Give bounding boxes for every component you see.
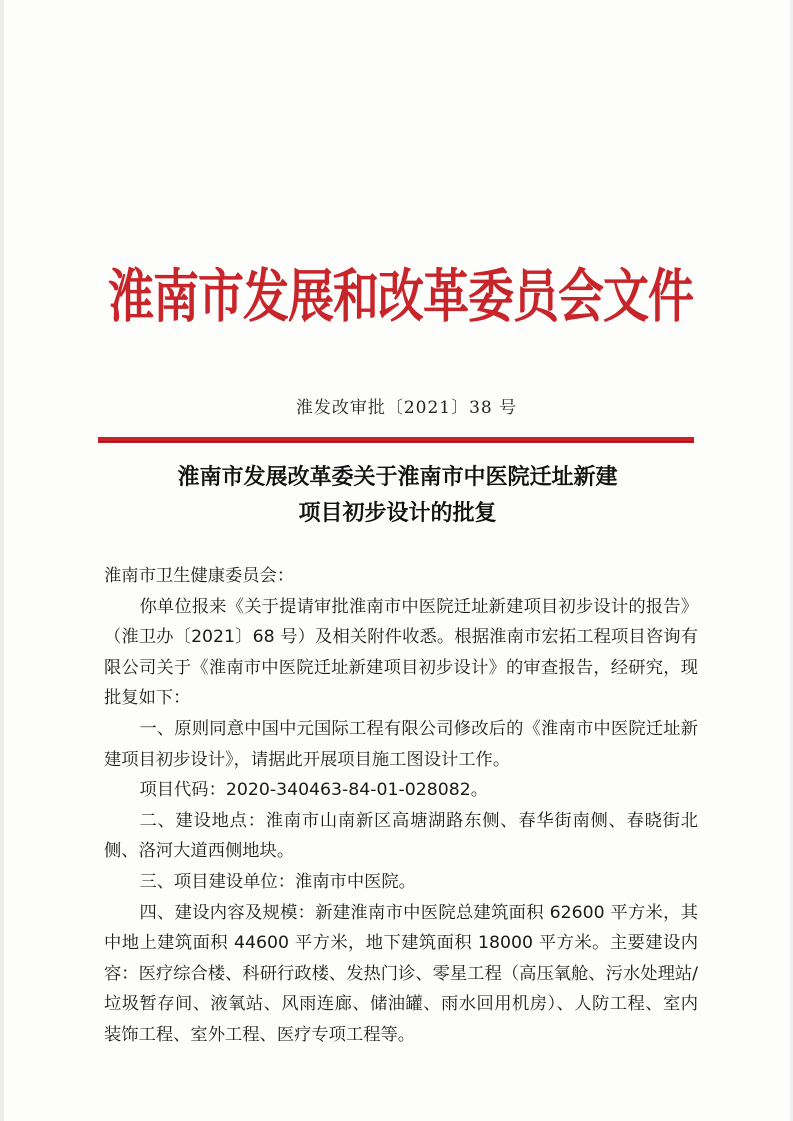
red-separator-line-shade xyxy=(98,441,694,442)
paragraph-item-2: 二、建设地点：淮南市山南新区高塘湖路东侧、春华街南侧、春晓街北侧、洛河大道西侧地块。 xyxy=(104,810,698,862)
masthead-title: 淮南市发展和改革委员会文件 xyxy=(108,262,693,330)
addressee: 淮南市卫生健康委员会： xyxy=(104,566,295,586)
document-title xyxy=(100,459,695,531)
paragraph-intro: 你单位报来《关于提请审批淮南市中医院迁址新建项目初步设计的报告》（淮卫办〔2021〕68 号）及相关附件收悉。根据淮南市宏拓工程项目咨询有限公司关于《淮南市中医院迁址新建项目初步设计》的审查报告，经研究，现批复如下： xyxy=(104,596,698,709)
paragraph-item-1: 一、原则同意中国中元国际工程有限公司修改后的《淮南市中医院迁址新建项目初步设计》，请据此开展项目施工图设计工作。 xyxy=(104,718,698,770)
red-separator-line xyxy=(98,437,694,443)
paragraph-item-3: 三、项目建设单位：淮南市中医院。 xyxy=(139,871,416,892)
scan-edge-left xyxy=(0,0,4,1121)
paragraph-project-code: 项目代码：2020-340463-84-01-028082。 xyxy=(139,780,488,801)
paragraph-item-4: 四、建设内容及规模：新建淮南市中医院总建筑面积 62600 平方米，其中地上建筑面积 44600 平方米，地下建筑面积 18000 平方米。主要建设内容：医疗综合楼、科研行政楼、发热门诊、零星工程（高压氧舱、污水处理站/垃圾暂存间、液氧站、风雨连廊、储油罐、雨水回用机房）、人防工程、室内装饰工程、室外工程、医疗专项工程等。 xyxy=(104,902,698,1045)
document-title-line-2: 项目初步设计的批复 xyxy=(298,500,497,526)
document-number: 淮发改审批〔2021〕38 号 xyxy=(295,398,518,418)
document-body xyxy=(104,561,698,1051)
document-title-line-1: 淮南市发展改革委关于淮南市中医院迁址新建 xyxy=(177,464,618,490)
